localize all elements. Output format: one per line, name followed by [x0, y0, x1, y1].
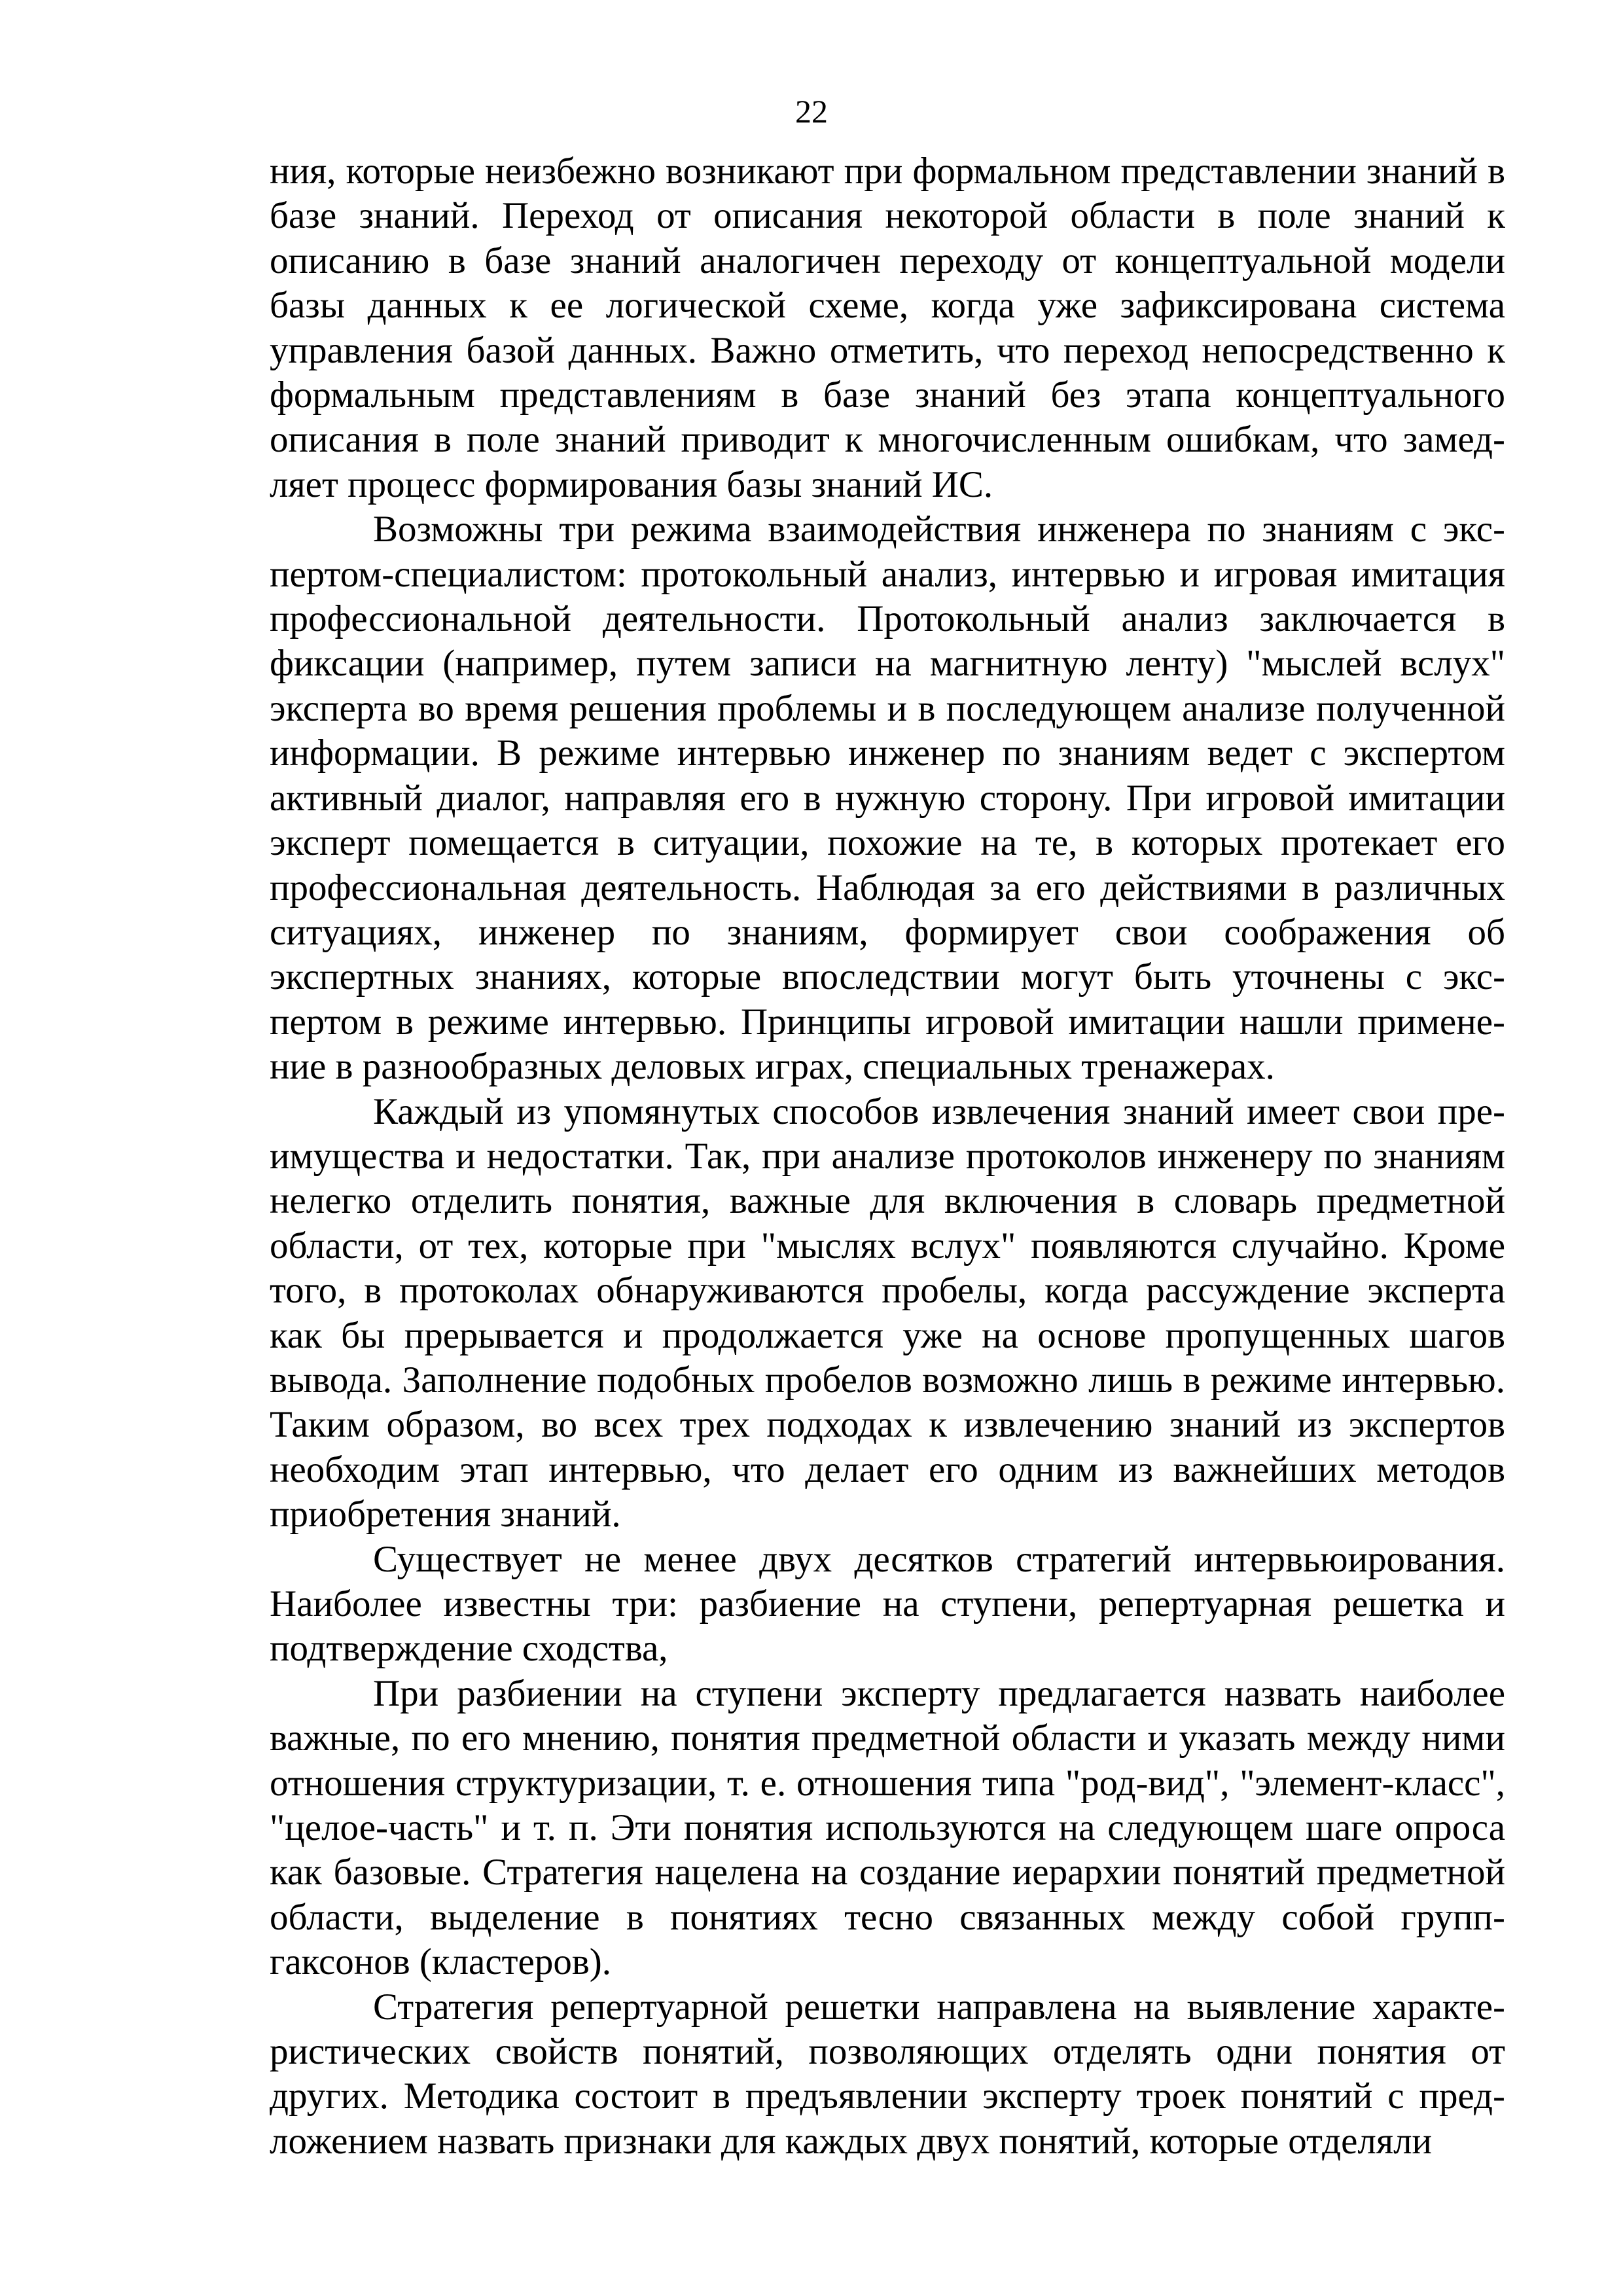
paragraph-2: Возможны три режима взаимодействия инженера по знаниям с экспертом-специалистом: протокольный анализ, интервью и игровая имитация профессиональной деятельности. Протокольный анализ заключается в фиксации (например, путем записи на магнитную ленту) "мыслей вслух" эксперта во время решения проблемы и в последующем анализе полученной информации. В режиме интервью инженер по знаниям ведет с экспертом активный диалог, направляя его в нужную сторону. При игровой имитации эксперт помещается в ситуации, похожие на те, в которых протекает его профессиональная деятельность. Наблюдая за его действиями в различных ситуациях, инженер по знаниям, формирует свои соображения об экспертных знаниях, которые впоследствии могут быть уточнены с экспертом в режиме интервью. Принципы игровой имитации нашли применение в разнообразных деловых играх, специальных тренажерах.: [270, 509, 1505, 1088]
paragraph-3: Каждый из упомянутых способов извлечения знаний имеет свои преимущества и недостатки. Так, при анализе протоколов инженеру по знаниям нелегко отделить понятия, важные для включения в словарь предметной области, от тех, которые при "мыслях вслух" появляются случайно. Кроме того, в протоколах обнаруживаются пробелы, когда рассуждение эксперта как бы прерывается и продолжается уже на основе пропущенных шагов вывода. Заполнение подобных пробелов возможно лишь в режиме интервью. Таким образом, во всех трех подходах к извлечению знаний из экспертов необходим этап интервью, что делает его одним из важнейших методов приобретения знаний.: [270, 1090, 1505, 1535]
body-text: [270, 149, 1505, 2164]
paragraph-6: Стратегия репертуарной решетки направлена на выявление характеристических свойств понятий, позволяющих отделять одни понятия от других. Методика состоит в предъявлении эксперту троек понятий с предложением назвать признаки для каждых двух понятий, которые отделяли: [270, 1986, 1505, 2162]
paragraph-5: При разбиении на ступени эксперту предлагается назвать наиболее важные, по его мнению, понятия предметной области и указать между ними отношения структуризации, т. е. отношения типа "род-вид", "элемент-класс", "целое-часть" и т. п. Эти понятия используются на следующем шаге опроса как базовые. Стратегия нацелена на создание иерархии понятий предметной области, выделение в понятиях тесно связанных между собой групп-гаксонов (кластеров).: [270, 1672, 1505, 1983]
page-number: 22: [795, 93, 828, 130]
paragraph-4: Существует не менее двух десятков стратегий интервьюирования. Наиболее известны три: разбиение на ступени, репертуарная решетка и подтверждение сходства,: [270, 1538, 1505, 1670]
paragraph-1: ния, которые неизбежно возникают при формальном представлении знаний в базе знаний. Переход от описания некоторой области в поле знаний к описанию в базе знаний аналогичен переходу от концептуальной модели базы данных к ее логической схеме, когда уже зафиксирована система управления базой данных. Важно отметить, что переход непосредственно к формальным представлениям в базе знаний без этапа концептуального описания в поле знаний приводит к многочисленным ошибкам, что замедляет процесс формирования базы знаний ИС.: [270, 151, 1505, 505]
